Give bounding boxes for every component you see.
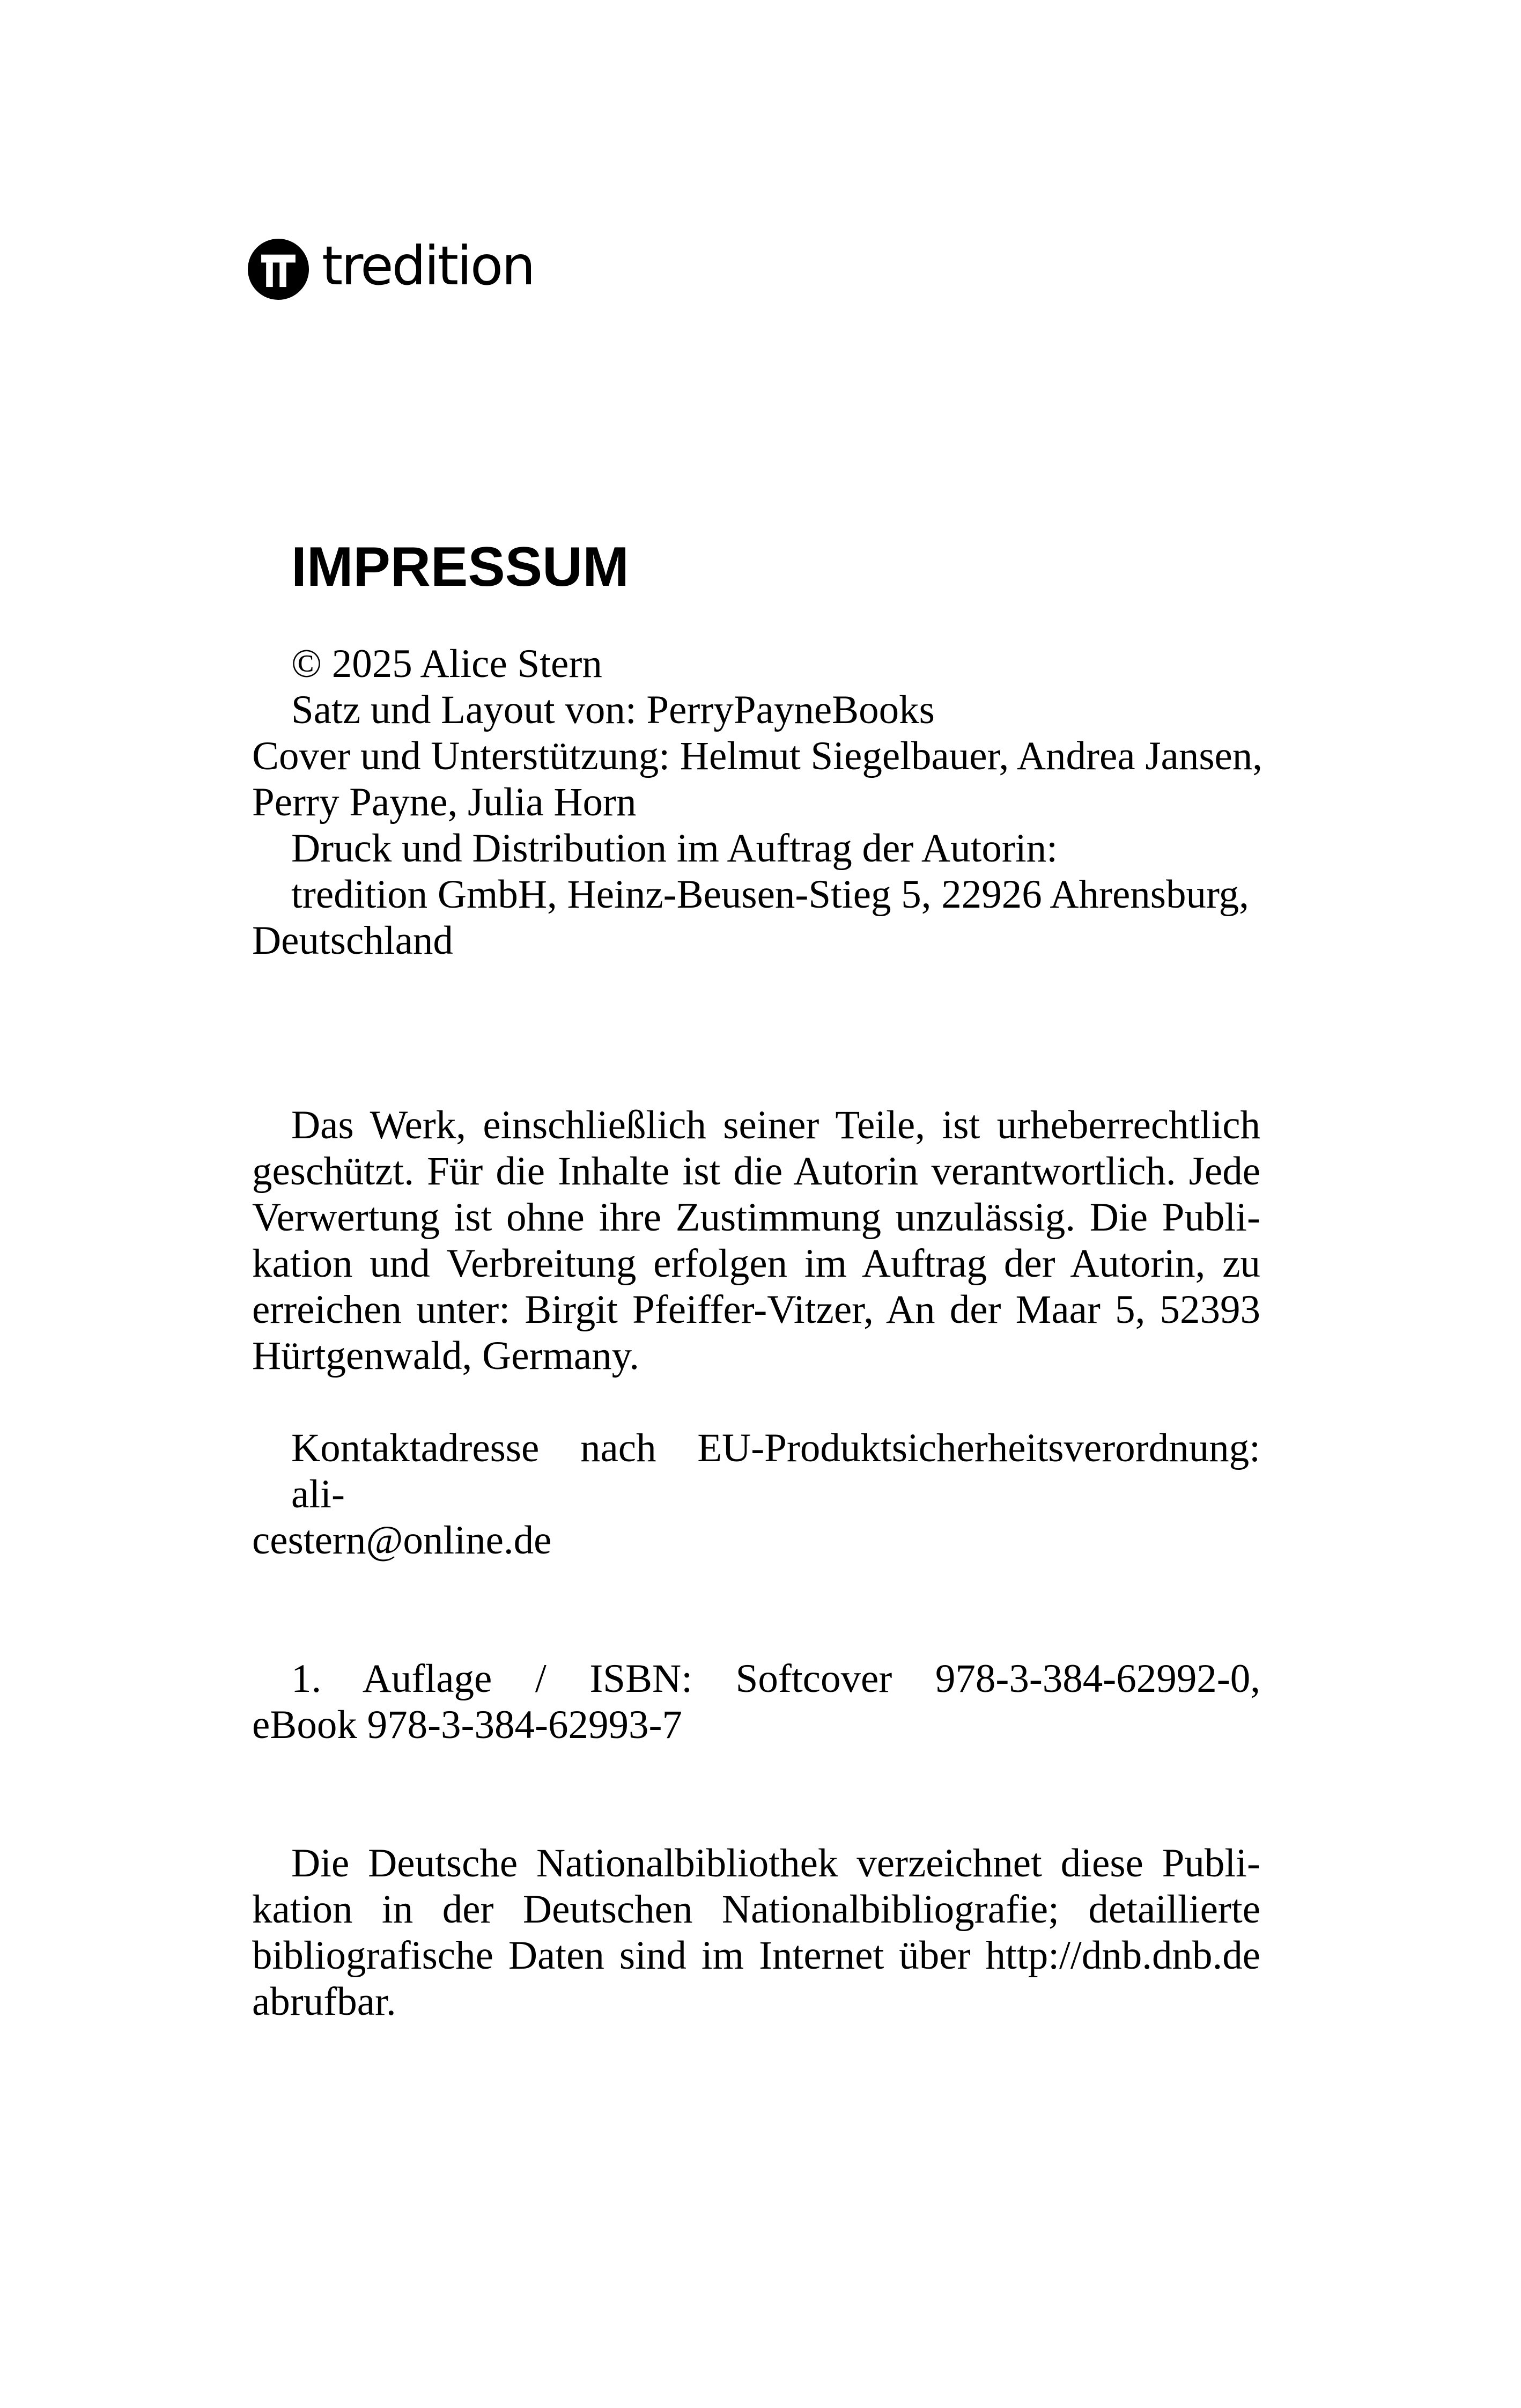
rights-line: Hürtgenwald, Germany. <box>252 1334 639 1378</box>
contact-line: Kontaktadresse nach EU-Produktsicherheitsverordnung: ali- <box>291 1426 1260 1516</box>
publisher-address-line: tredition GmbH, Heinz-Beusen-Stieg 5, 22926 Ahrensburg, <box>291 872 1249 917</box>
rights-line: erreichen unter: Birgit Pfeiffer-Vitzer, An der Maar 5, 52393 <box>252 1287 1260 1332</box>
dnb-paragraph <box>252 1840 1260 2025</box>
publisher-name: tredition <box>322 234 534 297</box>
dnb-line: bibliografische Daten sind im Internet über http://dnb.dnb.de <box>252 1933 1260 1978</box>
isbn-line-ebook: eBook 978-3-384-62993-7 <box>252 1703 682 1747</box>
layout-credit-line: Satz und Layout von: PerryPayneBooks <box>291 688 935 732</box>
dnb-line: kation in der Deutschen Nationalbibliografie; detaillierte <box>252 1887 1260 1932</box>
rights-line: geschützt. Für die Inhalte ist die Autorin verantwortlich. Jede <box>252 1149 1260 1194</box>
cover-credit-line: Cover und Unterstützung: Helmut Siegelbauer, Andrea Jansen, <box>252 734 1263 778</box>
copyright-line: © 2025 Alice Stern <box>291 642 602 686</box>
imprint-body <box>252 641 1263 2025</box>
page-heading: IMPRESSUM <box>291 536 629 598</box>
print-distribution-line: Druck und Distribution im Auftrag der Autorin: <box>291 826 1058 871</box>
publisher-address-country: Deutschland <box>252 918 453 963</box>
isbn-line: 1. Auflage / ISBN: Softcover 978-3-384-62992-0, <box>291 1656 1260 1701</box>
rights-paragraph <box>252 1102 1260 1379</box>
rights-line: kation und Verbreitung erfolgen im Auftrag der Autorin, zu <box>252 1241 1260 1286</box>
rights-line: Verwertung ist ohne ihre Zustimmung unzulässig. Die Publi- <box>252 1195 1260 1240</box>
contact-paragraph <box>252 1425 1260 1564</box>
isbn-paragraph <box>252 1656 1260 1748</box>
dnb-line: abrufbar. <box>252 1979 396 2024</box>
credits-block <box>252 641 1263 964</box>
rights-line: Das Werk, einschließlich seiner Teile, ist urheberrechtlich <box>291 1103 1260 1147</box>
cover-credit-line-continued: Perry Payne, Julia Horn <box>252 780 637 824</box>
publisher-logo <box>248 234 534 300</box>
contact-email: cestern@online.de <box>252 1518 552 1563</box>
dnb-line: Die Deutsche Nationalbibliothek verzeichnet diese Publi- <box>291 1841 1260 1886</box>
tredition-logo-icon <box>248 239 309 300</box>
